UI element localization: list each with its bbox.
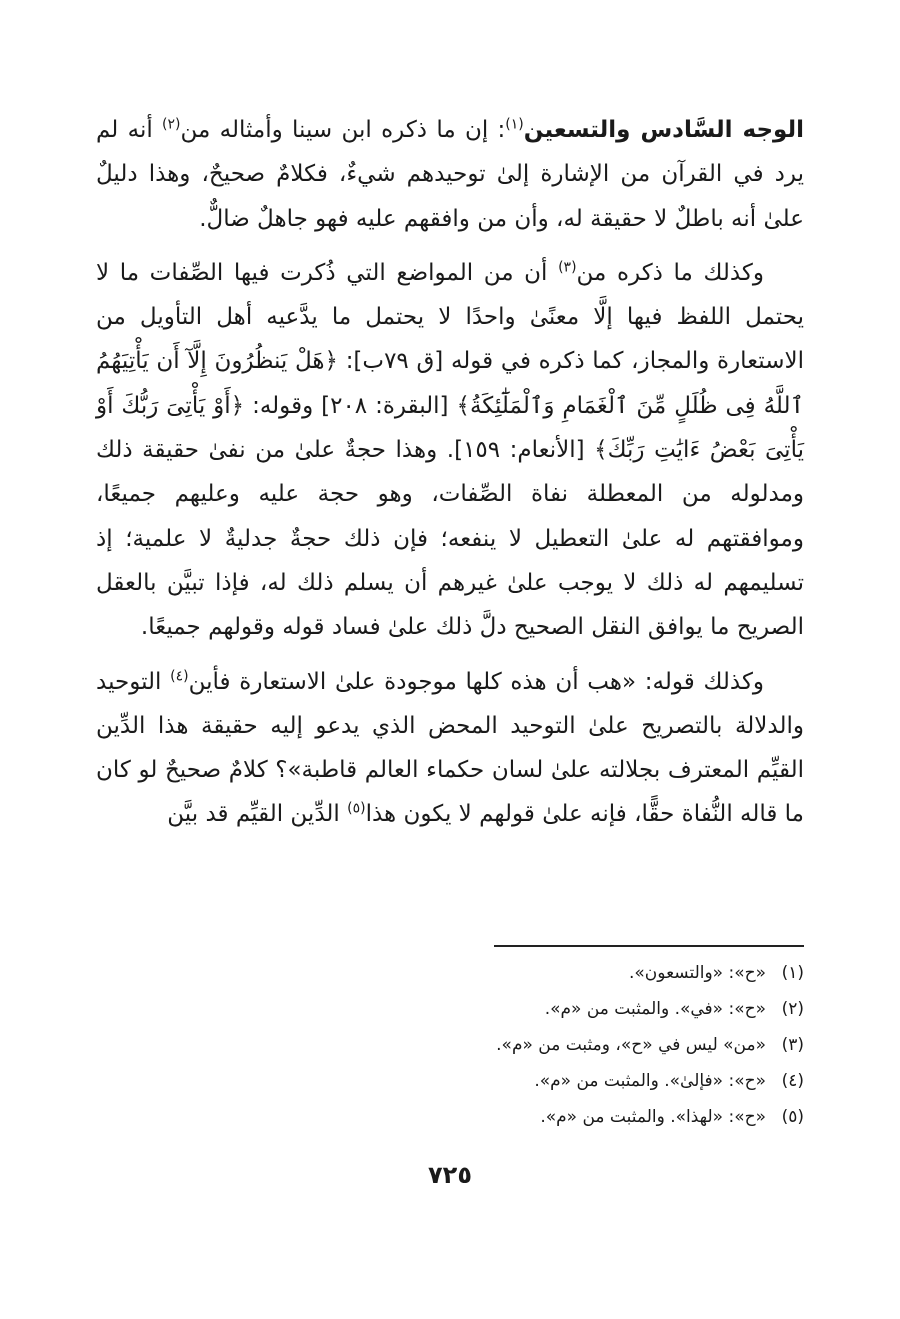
footnote-1 — [304, 955, 804, 991]
paragraph-2-text-a: وكذلك ما ذكره من — [576, 259, 764, 286]
footnote-ref-2: (٢) — [162, 116, 181, 133]
footnote-text: «من» ليس في «ح»، ومثبت من «م». — [496, 1035, 766, 1055]
footnote-4 — [304, 1063, 804, 1099]
page-number: ٧٢٥ — [428, 1161, 472, 1189]
footnote-ref-4: (٤) — [170, 667, 189, 684]
paragraph-1 — [96, 108, 804, 241]
footnote-ref-1: (١) — [505, 116, 524, 133]
footnote-number: (٣) — [781, 1035, 804, 1055]
footnotes-list — [304, 955, 804, 1135]
footnote-text: «ح»: «والتسعون». — [629, 963, 766, 983]
footnote-text: «ح»: «لهذا». والمثبت من «م». — [540, 1107, 766, 1127]
footnote-2 — [304, 991, 804, 1027]
footnote-separator — [494, 945, 804, 947]
footnote-ref-3: (٣) — [558, 259, 577, 276]
footnote-ref-5: (٥) — [347, 800, 366, 817]
footnote-number: (١) — [781, 963, 804, 983]
paragraph-3-text-a: وكذلك قوله: «هب أن هذه كلها موجودة علىٰ الاستعارة فأين — [188, 668, 764, 695]
paragraph-3 — [96, 660, 804, 837]
footnote-number: (٥) — [781, 1107, 804, 1127]
footnote-3 — [304, 1027, 804, 1063]
main-text — [96, 108, 804, 837]
footnote-number: (٢) — [781, 999, 804, 1019]
paragraph-2-text-b: أن من المواضع التي ذُكرت فيها الصِّفات ما لا يحتمل اللفظ فيها إلَّا معنًىٰ واحدًا لا يحتمل ما يدَّعيه أهل التأويل من الاستعارة والمجاز، كما ذكره في قوله [ق ٧٩ب]: ﴿هَلْ يَنظُرُونَ إِلَّآ أَن يَأْتِيَهُمُ ٱللَّهُ فِى ظُلَلٍ مِّنَ ٱلْغَمَامِ وَٱلْمَلَٰٓئِكَةُ﴾ [البقرة: ٢٠٨] وقوله: ﴿أَوْ يَأْتِىَ رَبُّكَ أَوْ يَأْتِىَ بَعْضُ ءَايَٰتِ رَبِّكَ﴾ [الأنعام: ١٥٩]. وهذا حجةٌ علىٰ من نفىٰ حقيقة ذلك ومدلوله من المعطلة نفاة الصِّفات، وهو حجة عليه وعليهم جميعًا، وموافقتهم له علىٰ التعطيل لا ينفعه؛ فإن ذلك حجةٌ جدليةٌ لا علمية؛ إذ تسليمهم له ذلك لا يوجب علىٰ غيرهم أن يسلم ذلك له، فإذا تبيَّن بالعقل الصريح ما يوافق النقل الصحيح دلَّ ذلك علىٰ فساد قوله وقولهم جميعًا. — [96, 259, 805, 641]
footnote-text: «ح»: «فإلىٰ». والمثبت من «م». — [534, 1071, 766, 1091]
paragraph-2 — [96, 251, 804, 650]
paragraph-1-text-b: أنه لم يرد في القرآن من الإشارة إلىٰ توحيدهم شيءٌ، فكلامٌ صحيحٌ، وهذا دليلٌ علىٰ أنه باطلٌ لا حقيقة له، وأن من وافقهم عليه فهو جاهلٌ ضالٌّ. — [96, 117, 804, 232]
footnote-5 — [304, 1099, 804, 1135]
paragraph-3-text-b: التوحيد والدلالة بالتصريح علىٰ التوحيد المحض الذي يدعو إليه حقيقة هذا الدِّين القيِّم المعترف بجلالته علىٰ لسان حكماء العالم قاطبة»؟ كلامٌ صحيحٌ لو كان ما قاله النُّفاة حقًّا، فإنه علىٰ قولهم لا يكون هذا — [96, 668, 804, 828]
paragraph-3-text-c: الدِّين القيِّم قد بيَّن — [167, 801, 348, 828]
paragraph-1-text-a: : إن ما ذكره ابن سينا وأمثاله من — [180, 117, 506, 143]
section-heading: الوجه السَّادس والتسعين — [523, 117, 805, 143]
footnote-number: (٤) — [781, 1071, 804, 1091]
footnote-text: «ح»: «في». والمثبت من «م». — [544, 999, 766, 1019]
